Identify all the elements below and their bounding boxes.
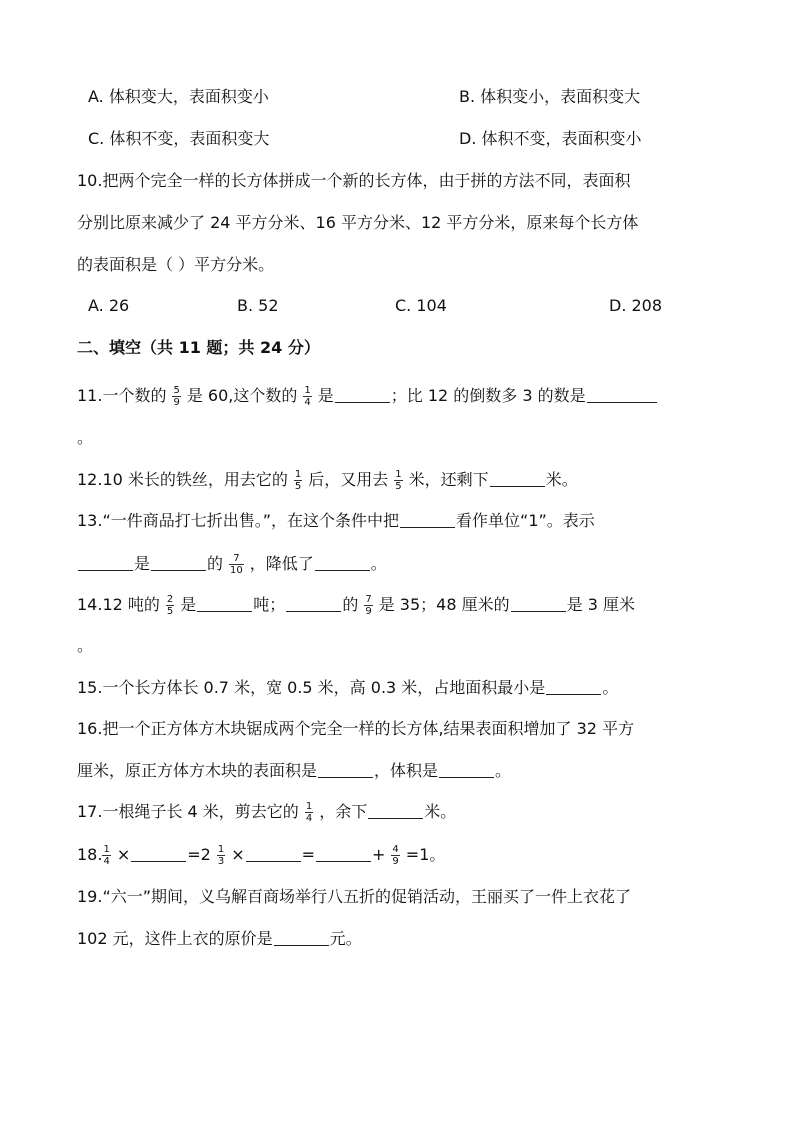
q19-answer-blank[interactable]	[274, 927, 329, 946]
q18-fraction-1-num: 1	[103, 844, 110, 855]
q11-tail: 。	[77, 428, 94, 447]
q13-line-2	[77, 549, 387, 579]
q18-fraction-3	[391, 844, 399, 867]
q14-fraction-1-den: 5	[166, 606, 174, 617]
q16-text-3: 。	[495, 761, 512, 780]
q12-text-3: 米，还剩下	[408, 470, 489, 489]
q16-answer-blank-2[interactable]	[439, 759, 494, 778]
q17-answer-blank[interactable]	[368, 800, 423, 819]
q9-option-a[interactable]: A. 体积变大，表面积变小	[88, 87, 269, 106]
q12-text-4: 米。	[545, 470, 578, 489]
q16-line-1: 16.把一个正方体方木块锯成两个完全一样的长方体,结果表面积增加了 32 平方	[77, 719, 635, 738]
q19-line-1: 19.“六一”期间，义乌解百商场举行八五折的促销活动，王丽买了一件上衣花了	[77, 887, 632, 906]
q15-line-1	[77, 673, 618, 703]
q19-text-2: 元。	[329, 929, 362, 948]
q18-fraction-1-den: 4	[103, 856, 110, 867]
q13-fraction-num: 7	[233, 553, 240, 564]
q12-fraction-2-num: 1	[395, 469, 402, 480]
q11-answer-blank-2[interactable]	[587, 384, 657, 403]
q10-line-1: 10.把两个完全一样的长方体拼成一个新的长方体，由于拼的方法不同，表面积	[77, 171, 631, 190]
q13-fraction	[229, 553, 244, 576]
q18-text-7: =1。	[405, 845, 446, 864]
q17-fraction-num: 1	[305, 801, 313, 812]
q14-text-4: 的	[342, 595, 359, 614]
q14-fraction-1	[166, 594, 174, 617]
q18-text-3: =2	[187, 845, 211, 864]
q18-fraction-3-num: 4	[392, 844, 399, 855]
q10-options-row	[0, 291, 794, 321]
q11-fraction-2-den: 4	[304, 397, 311, 408]
q19-text-1: 102 元，这件上衣的原价是	[77, 929, 273, 948]
q9-option-d[interactable]: D. 体积不变，表面积变小	[459, 129, 642, 148]
q13-text-5: ，降低了	[249, 554, 314, 573]
q11-text-3: 是	[317, 386, 334, 405]
q16-answer-blank-1[interactable]	[318, 759, 373, 778]
q13-answer-blank-4[interactable]	[315, 552, 370, 571]
q11-fraction-1-den: 9	[173, 397, 180, 408]
q19-line-2	[77, 924, 362, 954]
q9-options-row-1	[0, 82, 794, 112]
q18-answer-blank-1[interactable]	[131, 843, 186, 862]
q18-fraction-3-den: 9	[392, 856, 399, 867]
q18-answer-blank-3[interactable]	[316, 843, 371, 862]
q15-text-1: 15.一个长方体长 0.7 米，宽 0.5 米，高 0.3 米，占地面积最小是	[77, 678, 546, 697]
q11-text-1: 11.一个数的	[77, 386, 167, 405]
q16-text-1: 厘米，原正方体方木块的表面积是	[77, 761, 318, 780]
q10-option-d[interactable]: D. 208	[609, 296, 663, 315]
q17-fraction	[305, 801, 313, 824]
q12-fraction-1-den: 5	[294, 481, 302, 492]
q10-option-c[interactable]: C. 104	[395, 296, 447, 315]
q13-text-3: 是	[134, 554, 151, 573]
q11-fraction-2	[303, 385, 311, 408]
q9-option-b[interactable]: B. 体积变小，表面积变大	[459, 87, 641, 106]
q17-text-1: 17.一根绳子长 4 米，剪去它的	[77, 802, 299, 821]
q14-text-5: 是 35；48 厘米的	[378, 595, 510, 614]
q16-text-2: ，体积是	[374, 761, 439, 780]
q18-text-6: +	[372, 845, 386, 864]
q18-fraction-1	[102, 844, 110, 867]
q14-fraction-2-den: 9	[365, 606, 372, 617]
q11-fraction-1-num: 5	[173, 385, 180, 396]
q12-answer-blank[interactable]	[490, 468, 545, 487]
q13-answer-blank-3[interactable]	[151, 552, 206, 571]
q17-line-1	[77, 797, 456, 827]
q13-line-1	[77, 506, 595, 536]
q11-answer-blank-1[interactable]	[335, 384, 390, 403]
q14-text-6: 是 3 厘米	[566, 595, 635, 614]
q14-answer-blank-1[interactable]	[197, 593, 252, 612]
q18-answer-blank-2[interactable]	[246, 843, 301, 862]
q13-answer-blank-2[interactable]	[78, 552, 133, 571]
q13-text-4: 的	[207, 554, 224, 573]
q11-fraction-1	[172, 385, 180, 408]
q14-fraction-2-num: 7	[365, 594, 372, 605]
q17-fraction-den: 4	[305, 813, 313, 824]
q14-answer-blank-3[interactable]	[511, 593, 566, 612]
section-2-title: 二、填空（共 11 题；共 24 分）	[77, 338, 320, 357]
q15-answer-blank[interactable]	[546, 676, 601, 695]
q18-fraction-2-num: 1	[217, 844, 225, 855]
q10-line-2: 分别比原来减少了 24 平方分米、16 平方分米、12 平方分米，原来每个长方体	[77, 213, 639, 232]
q14-answer-blank-2[interactable]	[286, 593, 341, 612]
q18-text-4: ×	[231, 845, 245, 864]
q12-fraction-2-den: 5	[395, 481, 402, 492]
q11-text-2: 是 60,这个数的	[186, 386, 298, 405]
q13-text-2: 看作单位“1”。表示	[456, 511, 595, 530]
q12-text-2: 后，又用去	[308, 470, 389, 489]
q14-line-1	[77, 590, 635, 620]
q13-text-6: 。	[370, 554, 387, 573]
q13-text-1: 13.“一件商品打七折出售。”，在这个条件中把	[77, 511, 400, 530]
q14-text-3: 吨；	[253, 595, 286, 614]
q10-option-a[interactable]: A. 26	[88, 296, 130, 315]
q14-tail: 。	[77, 636, 94, 655]
q11-text-4: ；比 12 的倒数多 3 的数是	[390, 386, 586, 405]
q12-text-1: 12.10 米长的铁丝，用去它的	[77, 470, 288, 489]
q15-text-2: 。	[602, 678, 619, 697]
q14-fraction-1-num: 2	[166, 594, 174, 605]
q9-options-row-2	[0, 124, 794, 154]
q12-fraction-2	[394, 469, 402, 492]
q14-text-2: 是	[180, 595, 197, 614]
q12-fraction-1-num: 1	[294, 469, 302, 480]
q13-fraction-den: 10	[230, 565, 243, 576]
q14-fraction-2	[364, 594, 372, 617]
q12-fraction-1	[294, 469, 302, 492]
q18-text-2: ×	[116, 845, 131, 864]
q13-answer-blank-1[interactable]	[400, 509, 455, 528]
q18-line-1	[77, 840, 445, 870]
q18-fraction-2	[217, 844, 225, 867]
q18-text-5: =	[301, 845, 316, 864]
q18-text-1: 18.	[77, 845, 103, 864]
q17-text-2: ，余下	[319, 802, 368, 821]
q10-line-3: 的表面积是（ ）平方分米。	[77, 255, 275, 274]
q17-text-3: 米。	[424, 802, 457, 821]
q12-line-1	[77, 465, 578, 495]
q10-option-b[interactable]: B. 52	[237, 296, 279, 315]
q16-line-2	[77, 756, 511, 786]
q18-fraction-2-den: 3	[217, 856, 225, 867]
q11-fraction-2-num: 1	[304, 385, 311, 396]
q14-text-1: 14.12 吨的	[77, 595, 160, 614]
q11-line-1	[77, 381, 658, 411]
q9-option-c[interactable]: C. 体积不变，表面积变大	[88, 129, 270, 148]
